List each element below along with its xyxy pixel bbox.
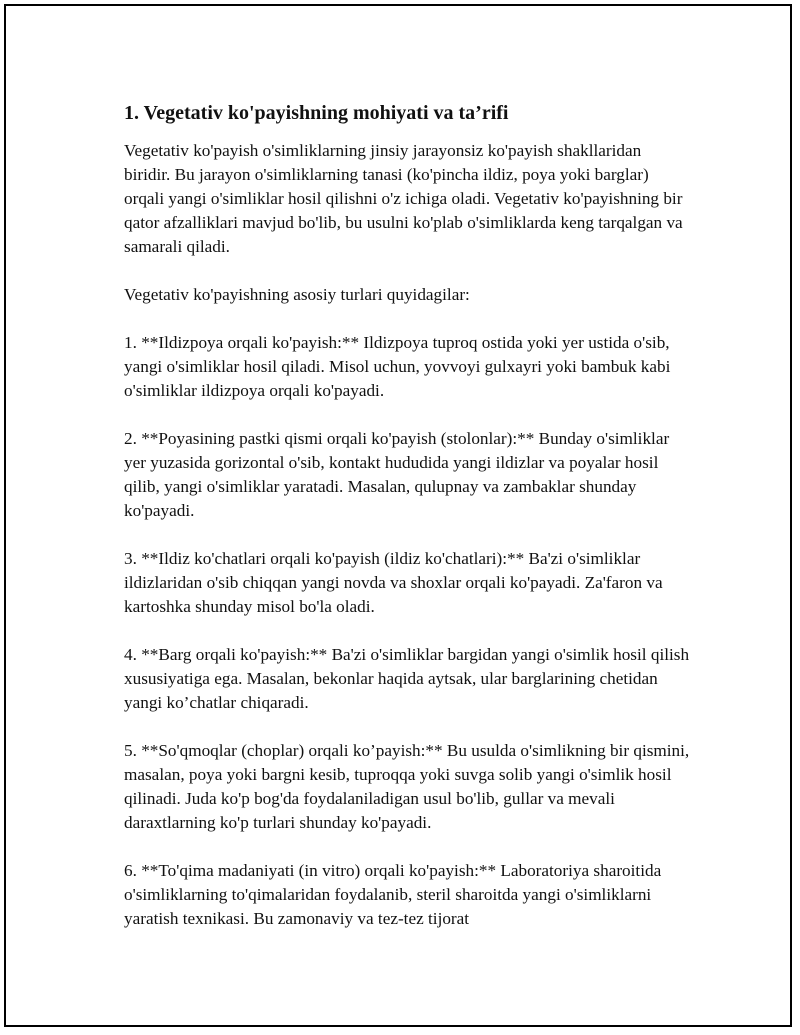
types-lead-paragraph: Vegetativ ko'payishning asosiy turlari quyidagilar:: [124, 285, 470, 304]
list-item-root-seedlings: 3. **Ildiz ko'chatlari orqali ko'payish (ildiz ko'chatlari):** Ba'zi o'simliklar ildizlaridan o'sib chiqqan yangi novda va shoxlar orqali ko'payadi. Za'faron va kartoshka shunday misol bo'la oladi.: [124, 549, 663, 616]
list-item-tissue-culture: 6. **To'qima madaniyati (in vitro) orqali ko'payish:** Laboratoriya sharoitida o'simliklarning to'qimalaridan foydalanib, steril sharoitda yangi o'simliklarni yaratish texnikasi. Bu zamonaviy va tez-tez tijorat: [124, 861, 662, 928]
page-frame: [4, 4, 792, 1027]
list-item-cuttings: 5. **So'qmoqlar (choplar) orqali ko’payish:** Bu usulda o'simlikning bir qismini, masalan, poya yoki bargni kesib, tuproqqa yoki suvga solib yangi o'simlik hosil qilinadi. Juda ko'p bog'da foydalaniladigan usul bo'lib, gullar va mevali daraxtlarning ko'p turlari shunday ko'payadi.: [124, 741, 690, 832]
list-item-leaf: 4. **Barg orqali ko'payish:** Ba'zi o'simliklar bargidan yangi o'simlik hosil qilish xususiyatiga ega. Masalan, bekonlar haqida aytsak, ular barglarining chetidan yangi ko’chatlar chiqaradi.: [124, 645, 690, 712]
intro-paragraph: Vegetativ ko'payish o'simliklarning jinsiy jarayonsiz ko'payish shakllaridan biridir. Bu jarayon o'simliklarning tanasi (ko'pincha ildiz, poya yoki barglar) orqali yangi o'simliklar hosil qilishni o'z ichiga oladi. Vegetativ ko'payishning bir qator afzalliklari mavjud bo'lib, bu usulni ko'plab o'simliklarda keng tarqalgan va samarali qiladi.: [124, 141, 683, 256]
section-heading: 1. Vegetativ ko'payishning mohiyati va ta’rifi: [124, 102, 509, 124]
list-item-rhizome: 1. **Ildizpoya orqali ko'payish:** Ildizpoya tuproq ostida yoki yer ustida o'sib, yangi o'simliklar hosil qiladi. Misol uchun, yovvoyi gulxayri yoki bambuk kabi o'simliklar ildizpoya orqali ko'payadi.: [124, 333, 671, 400]
list-item-stolons: 2. **Poyasining pastki qismi orqali ko'payish (stolonlar):** Bunday o'simliklar yer yuzasida gorizontal o'sib, kontakt hududida yangi ildizlar va poyalar hosil qilib, yangi o'simliklar yaratadi. Masalan, qulupnay va zambaklar shunday ko'payadi.: [124, 429, 670, 520]
document-body: [124, 99, 690, 955]
